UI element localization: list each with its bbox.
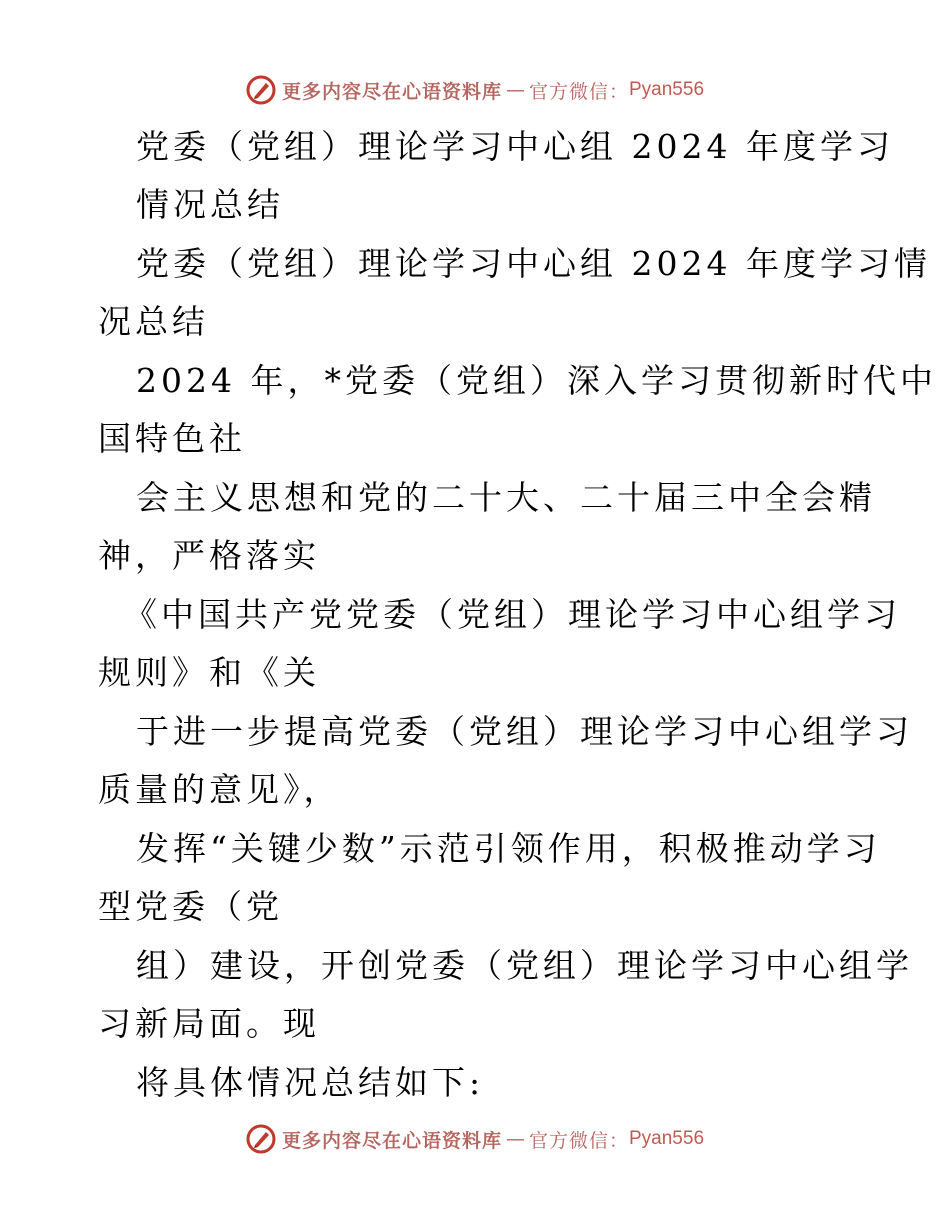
text-line: 将具体情况总结如下:: [136, 1063, 485, 1102]
text-line: 会主义思想和党的二十大、二十届三中全会精: [136, 478, 876, 517]
header-watermark: [0, 70, 950, 110]
watermark-wechat-id: Pyan556: [629, 1128, 705, 1149]
text-line: 《中国共产党党委（党组）理论学习中心组学习: [124, 595, 901, 634]
text-line: 组）建设，开创党委（党组）理论学习中心组学: [136, 946, 913, 985]
text-line: 2024 年，*党委（党组）深入学习贯彻新时代中: [136, 361, 937, 400]
watermark-official-label: 官方微信：: [528, 1129, 629, 1152]
text-line: 规则》和《关: [98, 653, 320, 692]
text-line: 党委（党组）理论学习中心组 2024 年度学习情: [136, 244, 931, 283]
watermark-separator: —: [505, 79, 525, 101]
footer-watermark: [0, 1119, 950, 1159]
text-line: 神，严格落实: [98, 536, 320, 575]
text-line: 习新局面。现: [98, 1004, 320, 1043]
text-line: 国特色社: [98, 419, 246, 458]
text-line: 况总结: [98, 302, 209, 341]
pen-logo-icon: [246, 75, 276, 105]
watermark-separator: —: [505, 1128, 525, 1150]
text-line: 发挥“关键少数”示范引领作用，积极推动学习: [136, 829, 881, 868]
text-line: 于进一步提高党委（党组）理论学习中心组学习: [136, 712, 913, 751]
watermark-text: 更多内容尽在心语资料库: [281, 1129, 502, 1152]
text-line: 质量的意见》，: [98, 770, 341, 809]
pen-logo-icon: [246, 1124, 276, 1154]
text-line: 党委（党组）理论学习中心组 2024 年度学习: [136, 127, 894, 166]
watermark-text: 更多内容尽在心语资料库: [281, 80, 502, 103]
text-line: 型党委（党: [98, 887, 283, 926]
text-line: 情况总结: [136, 185, 284, 224]
watermark-wechat-id: Pyan556: [629, 79, 705, 100]
watermark-official-label: 官方微信：: [528, 80, 629, 103]
